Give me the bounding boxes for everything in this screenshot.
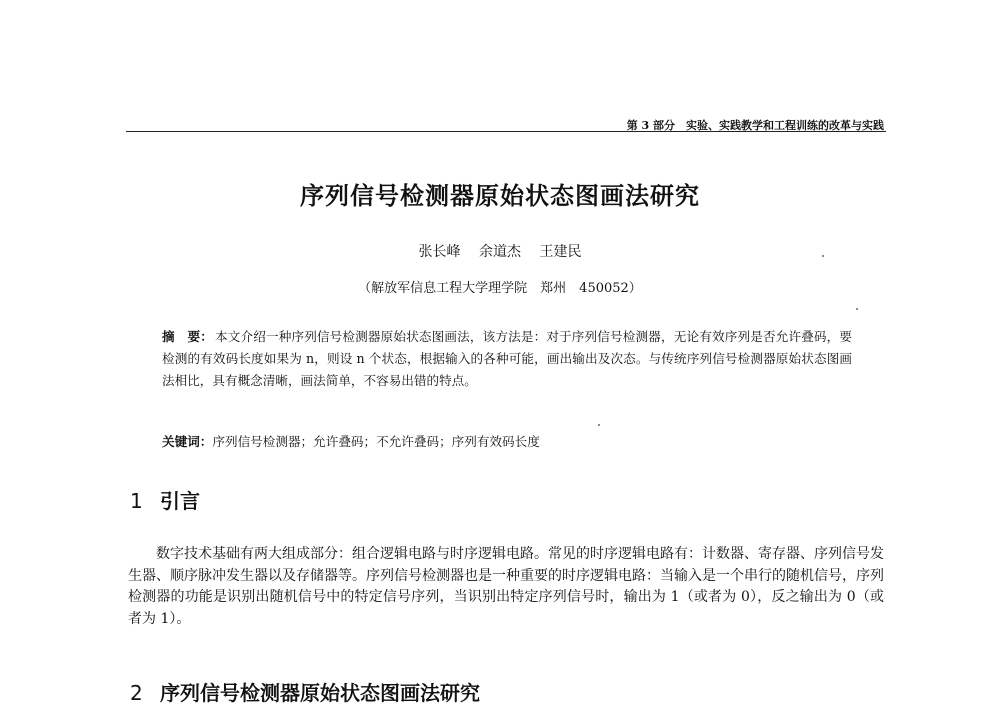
- section-heading-2: [130, 677, 480, 706]
- section-title: 序列信号检测器原始状态图画法研究: [160, 681, 480, 705]
- intro-paragraph: 数字技术基础有两大组成部分：组合逻辑电路与时序逻辑电路。常见的时序逻辑电路有：计数器、寄存器、序列信号发生器、顺序脉冲发生器以及存储器等。序列信号检测器也是一种重要的时序逻辑电路：当输入是一个串行的随机信号，序列检测器的功能是识别出随机信号中的特定信号序列，当识别出特定序列信号时，输出为 1（或者为 0），反之输出为 0（或者为 1）。: [128, 546, 884, 627]
- keywords: [162, 431, 852, 453]
- affiliation: （解放军信息工程大学理学院 郑州 450052）: [358, 281, 642, 296]
- scan-speck: [822, 255, 824, 257]
- section-heading-1: [130, 485, 200, 514]
- paper-title: 序列信号检测器原始状态图画法研究: [300, 182, 700, 210]
- section-number: 2: [130, 681, 143, 705]
- section-title: 引言: [160, 489, 200, 513]
- scan-speck: [598, 424, 600, 426]
- scan-speck: [856, 308, 858, 310]
- running-header: 第 3 部分 实验、实践教学和工程训练的改革与实践: [626, 119, 884, 132]
- keywords-label: 关键词：: [162, 434, 213, 449]
- authors: 张长峰 余道杰 王建民: [418, 244, 582, 260]
- section-number: 1: [130, 489, 143, 513]
- header-rule: [126, 131, 886, 132]
- keywords-text: 序列信号检测器；允许叠码；不允许叠码；序列有效码长度: [212, 434, 540, 449]
- abstract: [162, 326, 852, 392]
- abstract-text: 本文介绍一种序列信号检测器原始状态图画法，该方法是：对于序列信号检测器，无论有效序列是否允许叠码，要检测的有效码长度如果为 n，则设 n 个状态，根据输入的各种可能，画出输出及次态。与传统序列信号检测器原始状态图画法相比，具有概念清晰，画法简单，不容易出错的特点。: [162, 329, 853, 388]
- abstract-label: 摘 要：: [162, 329, 213, 344]
